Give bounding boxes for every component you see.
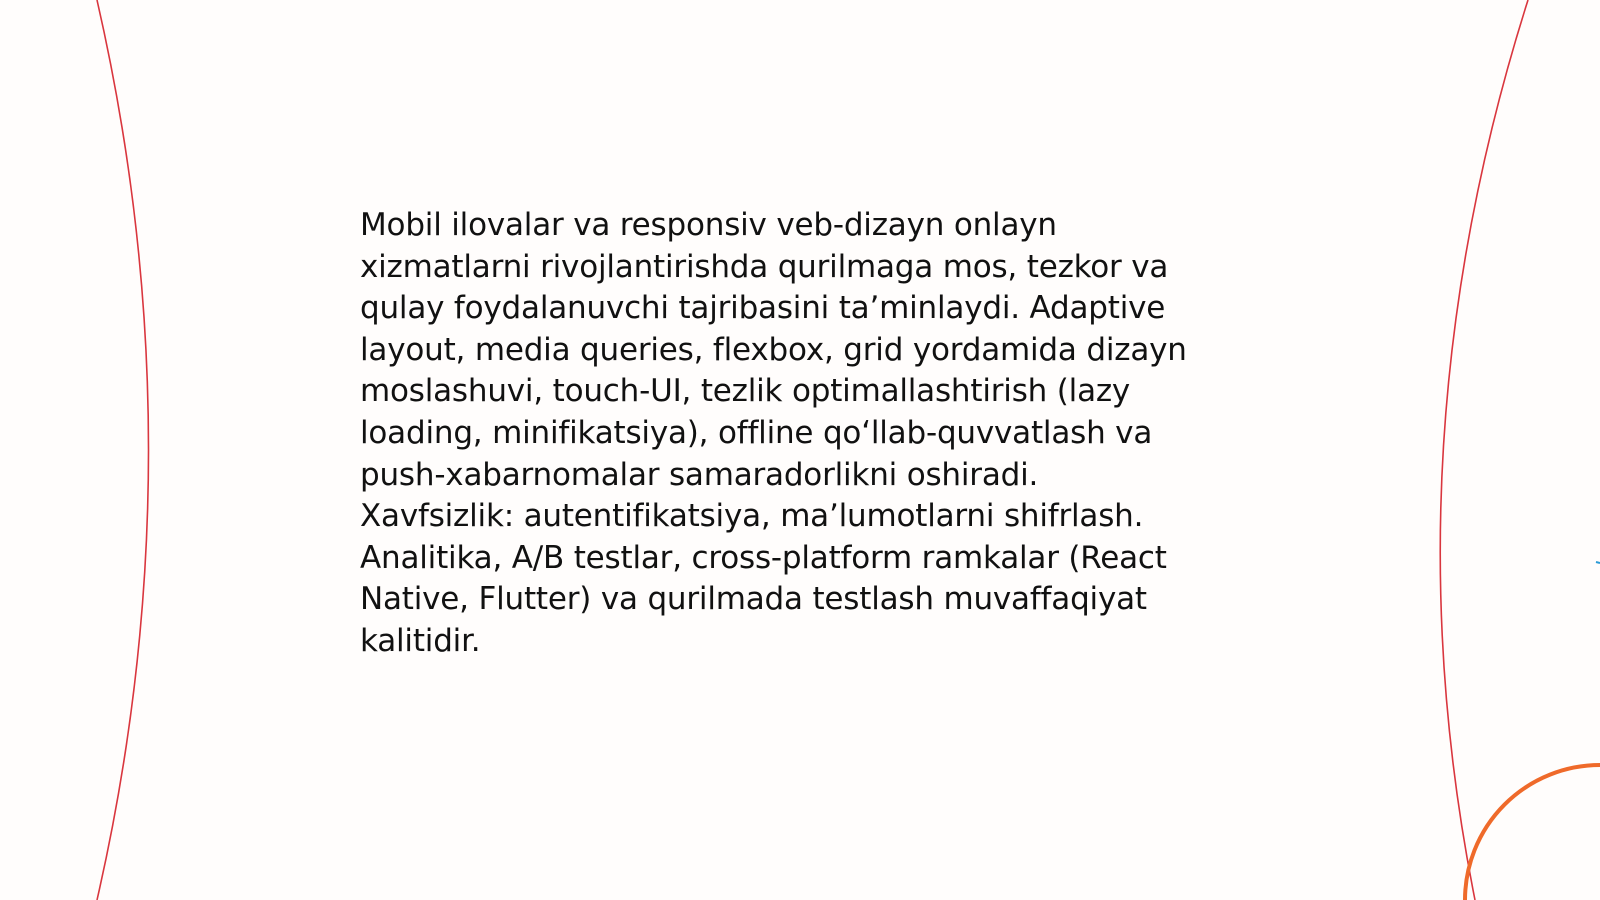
paragraph-line: loading, minifikatsiya), offline qo‘llab-quvvatlash va [360, 414, 1153, 451]
paragraph-line: push-xabarnomalar samaradorlikni oshiradi. [360, 456, 1039, 493]
paragraph-line: layout, media queries, flexbox, grid yordamida dizayn [360, 331, 1187, 368]
paragraph-line: Mobil ilovalar va responsiv veb-dizayn onlayn [360, 207, 1057, 243]
right-arc-decoration [1440, 0, 1528, 900]
paragraph-line: qulay foydalanuvchi tajribasini ta’minlaydi. Adaptive [360, 290, 1166, 327]
blue-tick-decoration [1596, 562, 1600, 563]
orange-circle-decoration [1465, 765, 1600, 900]
paragraph-line: kalitidir. [360, 622, 481, 659]
paragraph-line: xizmatlarni rivojlantirishda qurilmaga mos, tezkor va [360, 248, 1169, 285]
paragraph-line: Xavfsizlik: autentifikatsiya, ma’lumotlarni shifrlash. [360, 498, 1144, 535]
paragraph-line: Analitika, A/B testlar, cross-platform ramkalar (React [360, 539, 1167, 576]
slide-paragraph [360, 205, 1240, 663]
left-arc-decoration [97, 0, 149, 900]
paragraph-line: Native, Flutter) va qurilmada testlash muvaffaqiyat [360, 581, 1147, 618]
paragraph-line: moslashuvi, touch-UI, tezlik optimallashtirish (lazy [360, 373, 1131, 410]
